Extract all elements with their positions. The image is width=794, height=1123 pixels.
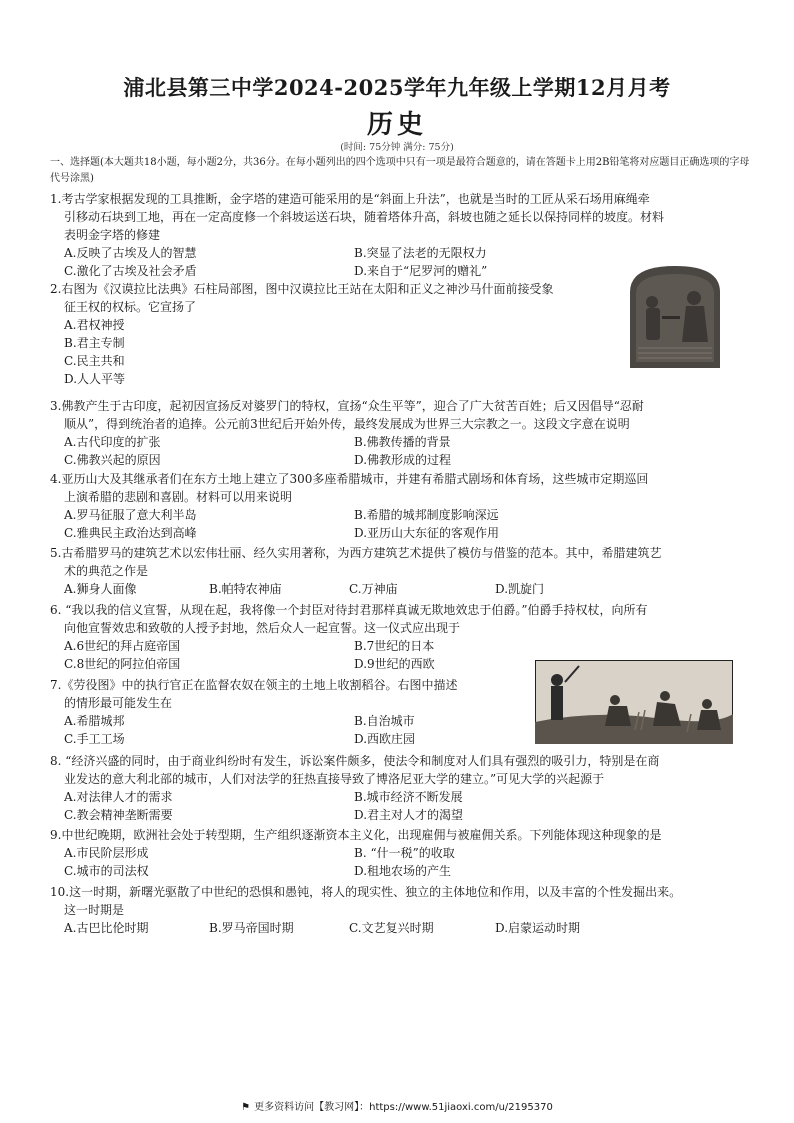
question-options (50, 506, 764, 542)
question-stem: 7.《劳役图》中的执行官正在监督农奴在领主的土地上收割稻谷。右图中描述 (50, 678, 458, 692)
question-9 (50, 826, 750, 880)
option-c: C.文艺复兴时期 (349, 921, 434, 935)
option-c: C.手工工场 (64, 732, 125, 746)
option-c: C.教会精神垄断需要 (64, 808, 173, 822)
exam-subject: 历史 (366, 110, 427, 140)
option-c: C.民主共和 (64, 354, 125, 368)
option-b: B.希腊的城邦制度影响深远 (354, 508, 499, 522)
question-stem: 2.右图为《汉谟拉比法典》石柱局部图，图中汉谟拉比王站在太阳和正义之神沙马什面前接受象 (50, 282, 554, 296)
option-b: B. “什一税”的收取 (354, 846, 455, 860)
option-d: D.凯旋门 (495, 582, 545, 596)
option-a: A.古巴比伦时期 (64, 921, 149, 935)
question-options (50, 433, 764, 469)
option-d: D.西欧庄园 (354, 732, 416, 746)
question-stem: 顺从”，得到统治者的追捧。公元前3世纪后开始外传，最终发展成为世界三大宗教之一。这段文字意在说明 (64, 417, 630, 431)
option-a: A.狮身人面像 (64, 582, 137, 596)
option-b: B.君主专制 (64, 336, 125, 350)
option-b: B.自治城市 (354, 714, 415, 728)
exam-title: 浦北县第三中学2024-2025学年九年级上学期12月月考 (123, 75, 671, 100)
question-8 (50, 752, 764, 824)
question-stem: 上演希腊的悲剧和喜剧。材料可以用来说明 (64, 490, 293, 504)
option-d: D.君主对人才的渴望 (354, 808, 464, 822)
question-stem: 10.这一时期，新曙光驱散了中世纪的恐惧和愚钝，将人的现实性、独立的主体地位和作用，以及丰富的个性发掘出来。 (50, 885, 682, 899)
option-b: B.佛教传播的背景 (354, 435, 451, 449)
question-stem: 征王权的权标。它宣扬了 (64, 300, 197, 314)
option-b: B.帕特农神庙 (209, 582, 282, 596)
option-a: A.君权神授 (64, 318, 125, 332)
question-10 (50, 883, 764, 937)
question-options (50, 580, 764, 598)
question-3 (50, 397, 764, 469)
option-b: B.罗马帝国时期 (209, 921, 294, 935)
option-b: B.7世纪的日本 (354, 639, 435, 653)
question-stem: 表明金字塔的修建 (64, 228, 161, 242)
question-stem: 3.佛教产生于古印度，起初因宣扬反对婆罗门的特权，宣扬“众生平等”，迎合了广大贫苦百姓；后又因倡导“忍耐 (50, 399, 644, 413)
question-4 (50, 470, 764, 542)
option-d: D.来自于“尼罗河的赠礼” (354, 264, 488, 278)
option-d: D.人人平等 (64, 372, 126, 386)
option-d: D.租地农场的产生 (354, 864, 452, 878)
question-stem: 9.中世纪晚期，欧洲社会处于转型期，生产组织逐渐资本主义化，出现雇佣与被雇佣关系。下列能体现这种现象的是 (50, 828, 662, 842)
option-b: B.城市经济不断发展 (354, 790, 463, 804)
option-a: A.市民阶层形成 (64, 846, 149, 860)
option-a: A.反映了古埃及人的智慧 (64, 246, 197, 260)
option-c: C.万神庙 (349, 582, 398, 596)
flag-icon: ⚑ (241, 1102, 251, 1113)
option-c: C.8世纪的阿拉伯帝国 (64, 657, 181, 671)
section-instruction: 一、选择题(本大题共18小题，每小题2分，共36分。在每小题列出的四个选项中只有一项是最符合题意的，请在答题卡上用2B铅笔将对应题目正确选项的字母代号涂黑) (50, 157, 750, 184)
option-a: A.罗马征服了意大利半岛 (64, 508, 197, 522)
question-stem: 术的典范之作是 (64, 564, 149, 578)
option-d: D.佛教形成的过程 (354, 453, 452, 467)
question-stem: 的情形最可能发生在 (64, 696, 173, 710)
question-stem: 引移动石块到工地，再在一定高度修一个斜坡运送石块，随着塔体升高，斜坡也随之延长以保持同样的坡度。材料 (64, 210, 665, 224)
exam-meta: (时间: 75分钟 满分: 75分) (340, 142, 454, 153)
question-stem: 6. “我以我的信义宣誓，从现在起，我将像一个封臣对待封君那样真诚无欺地效忠于伯爵。”伯爵手持权杖，向所有 (50, 603, 648, 617)
option-a: A.对法律人才的需求 (64, 790, 173, 804)
option-d: D.亚历山大东征的客观作用 (354, 526, 500, 540)
question-stem: 业发达的意大利北部的城市，人们对法学的狂热直接导致了博洛尼亚大学的建立。”可见大学的兴起源于 (64, 772, 605, 786)
question-stem: 4.亚历山大及其继承者们在东方土地上建立了300多座希腊城市，并建有希腊式剧场和体育场，这些城市定期巡回 (50, 472, 649, 486)
footer-text: 更多资料访问【教习网】：https://www.51jiaoxi.com/u/2195370 (254, 1102, 553, 1113)
question-options (50, 919, 764, 937)
option-c: C.佛教兴起的原因 (64, 453, 161, 467)
question-2 (50, 280, 610, 388)
question-5 (50, 544, 764, 598)
option-d: D.启蒙运动时期 (495, 921, 581, 935)
footer-link[interactable] (0, 1098, 794, 1113)
option-c: C.雅典民主政治达到高峰 (64, 526, 197, 540)
question-stem: 向他宣誓效忠和致敬的人授予封地，然后众人一起宣誓。这一仪式应出现于 (64, 621, 461, 635)
question-stem: 这一时期是 (64, 903, 125, 917)
labor-scene-image (535, 660, 733, 744)
question-stem: 5.古希腊罗马的建筑艺术以宏伟壮丽、经久实用著称，为西方建筑艺术提供了模仿与借鉴的范本。其中，希腊建筑艺 (50, 546, 662, 560)
option-b: B.突显了法老的无限权力 (354, 246, 487, 260)
option-a: A.6世纪的拜占庭帝国 (64, 639, 181, 653)
option-c: C.激化了古埃及社会矛盾 (64, 264, 197, 278)
option-a: A.希腊城邦 (64, 714, 125, 728)
option-d: D.9世纪的西欧 (354, 657, 435, 671)
option-a: A.古代印度的扩张 (64, 435, 161, 449)
option-c: C.城市的司法权 (64, 864, 149, 878)
question-stem: 1.考古学家根据发现的工具推断，金字塔的建造可能采用的是“斜面上升法”，也就是当时的工匠从采石场用麻绳牵 (50, 192, 650, 206)
question-options (50, 788, 764, 824)
question-options (50, 844, 750, 880)
hammurabi-stele-image (622, 262, 728, 368)
question-stem: 8. “经济兴盛的同时，由于商业纠纷时有发生，诉讼案件颇多，使法令和制度对人们具有强烈的吸引力，特别是在商 (50, 754, 660, 768)
